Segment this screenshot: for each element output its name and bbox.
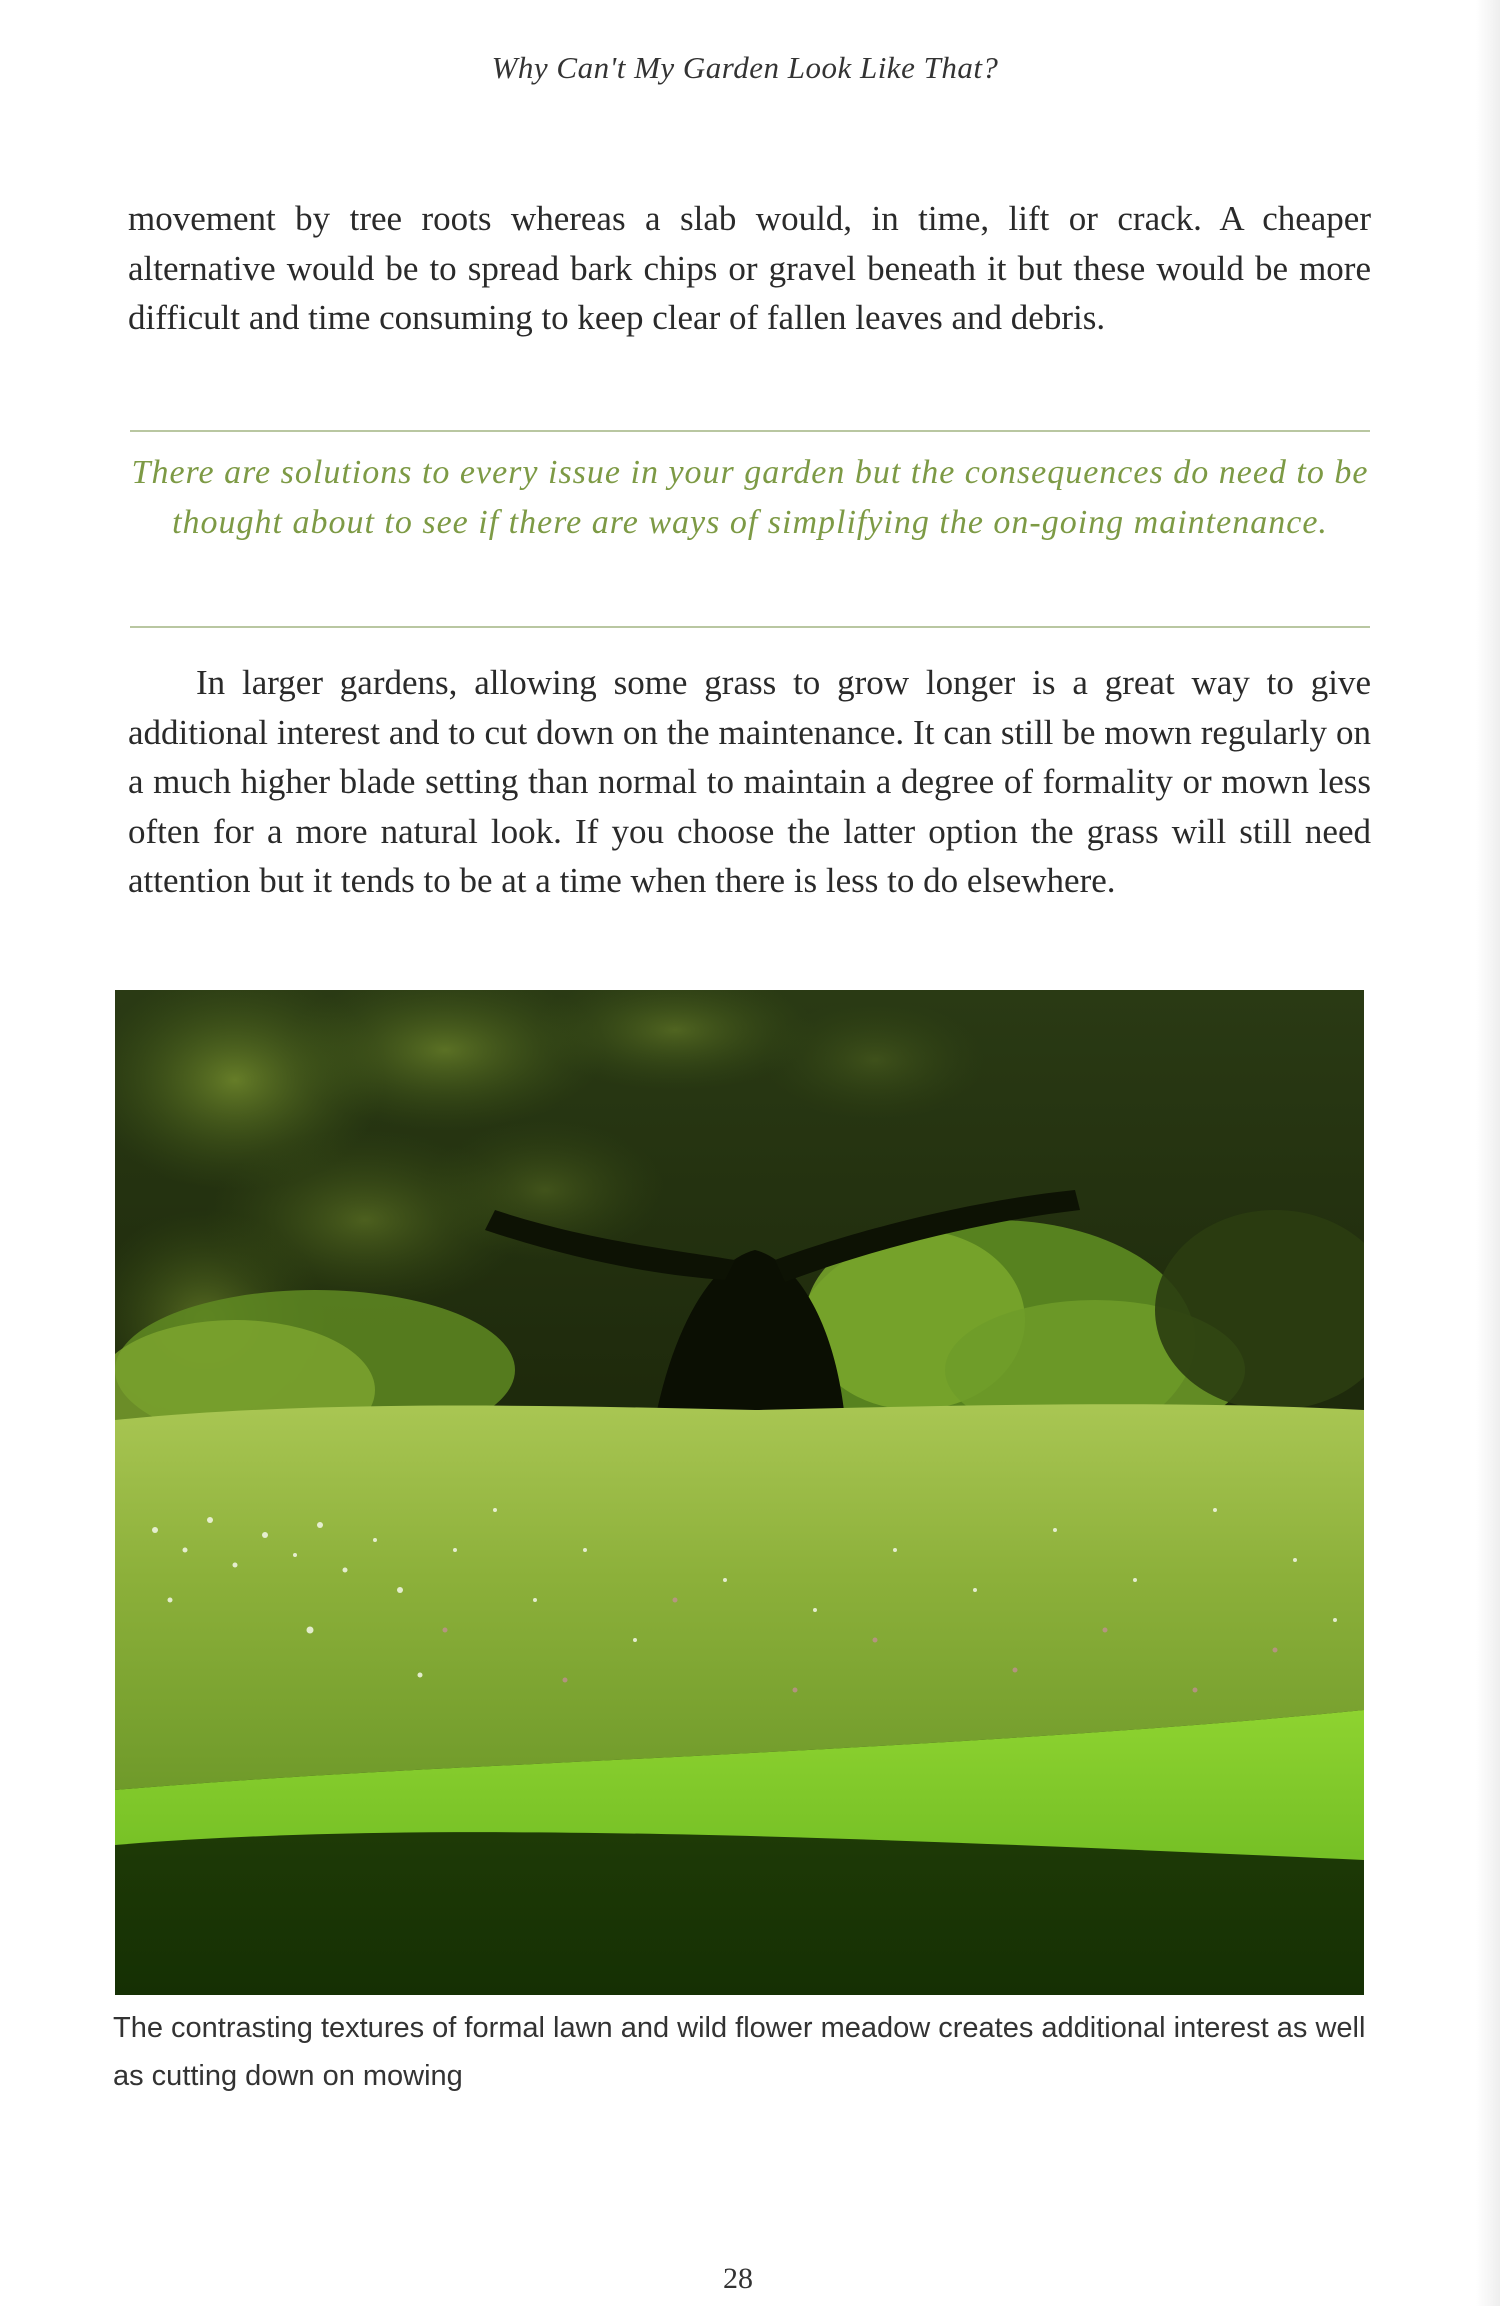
body-paragraph-larger-gardens: In larger gardens, allowing some grass to grow longer is a great way to give additional interest and to cut down on the maintenance. It can still be mown regularly on a much higher blade setting than normal to maintain a degree of formality or mown less often for a more natural look. If you choose the latter option the grass will still need attention but it tends to be at a time when there is less to do elsewhere.	[128, 663, 1371, 900]
page-number: 28	[723, 2262, 753, 2295]
pull-quote-bottom-rule	[130, 626, 1370, 628]
page-edge-shadow	[1476, 0, 1500, 2306]
pull-quote: There are solutions to every issue in your garden but the consequences do need to be thought about to see if there are ways of simplifying the on-going maintenance.	[131, 454, 1369, 541]
pull-quote-top-rule	[130, 430, 1370, 432]
running-head: Why Can't My Garden Look Like That?	[491, 50, 999, 85]
lawn-shadow	[115, 1832, 1364, 1995]
photo-caption: The contrasting textures of formal lawn and wild flower meadow creates additional interest as well as cutting down on mowing	[113, 2012, 1366, 2092]
body-paragraph-continuation: movement by tree roots whereas a slab would, in time, lift or crack. A cheaper alternative would be to spread bark chips or gravel beneath it but these would be more difficult and time consuming to keep clear of fallen leaves and debris.	[128, 199, 1371, 337]
meadow-photo	[115, 990, 1364, 1995]
